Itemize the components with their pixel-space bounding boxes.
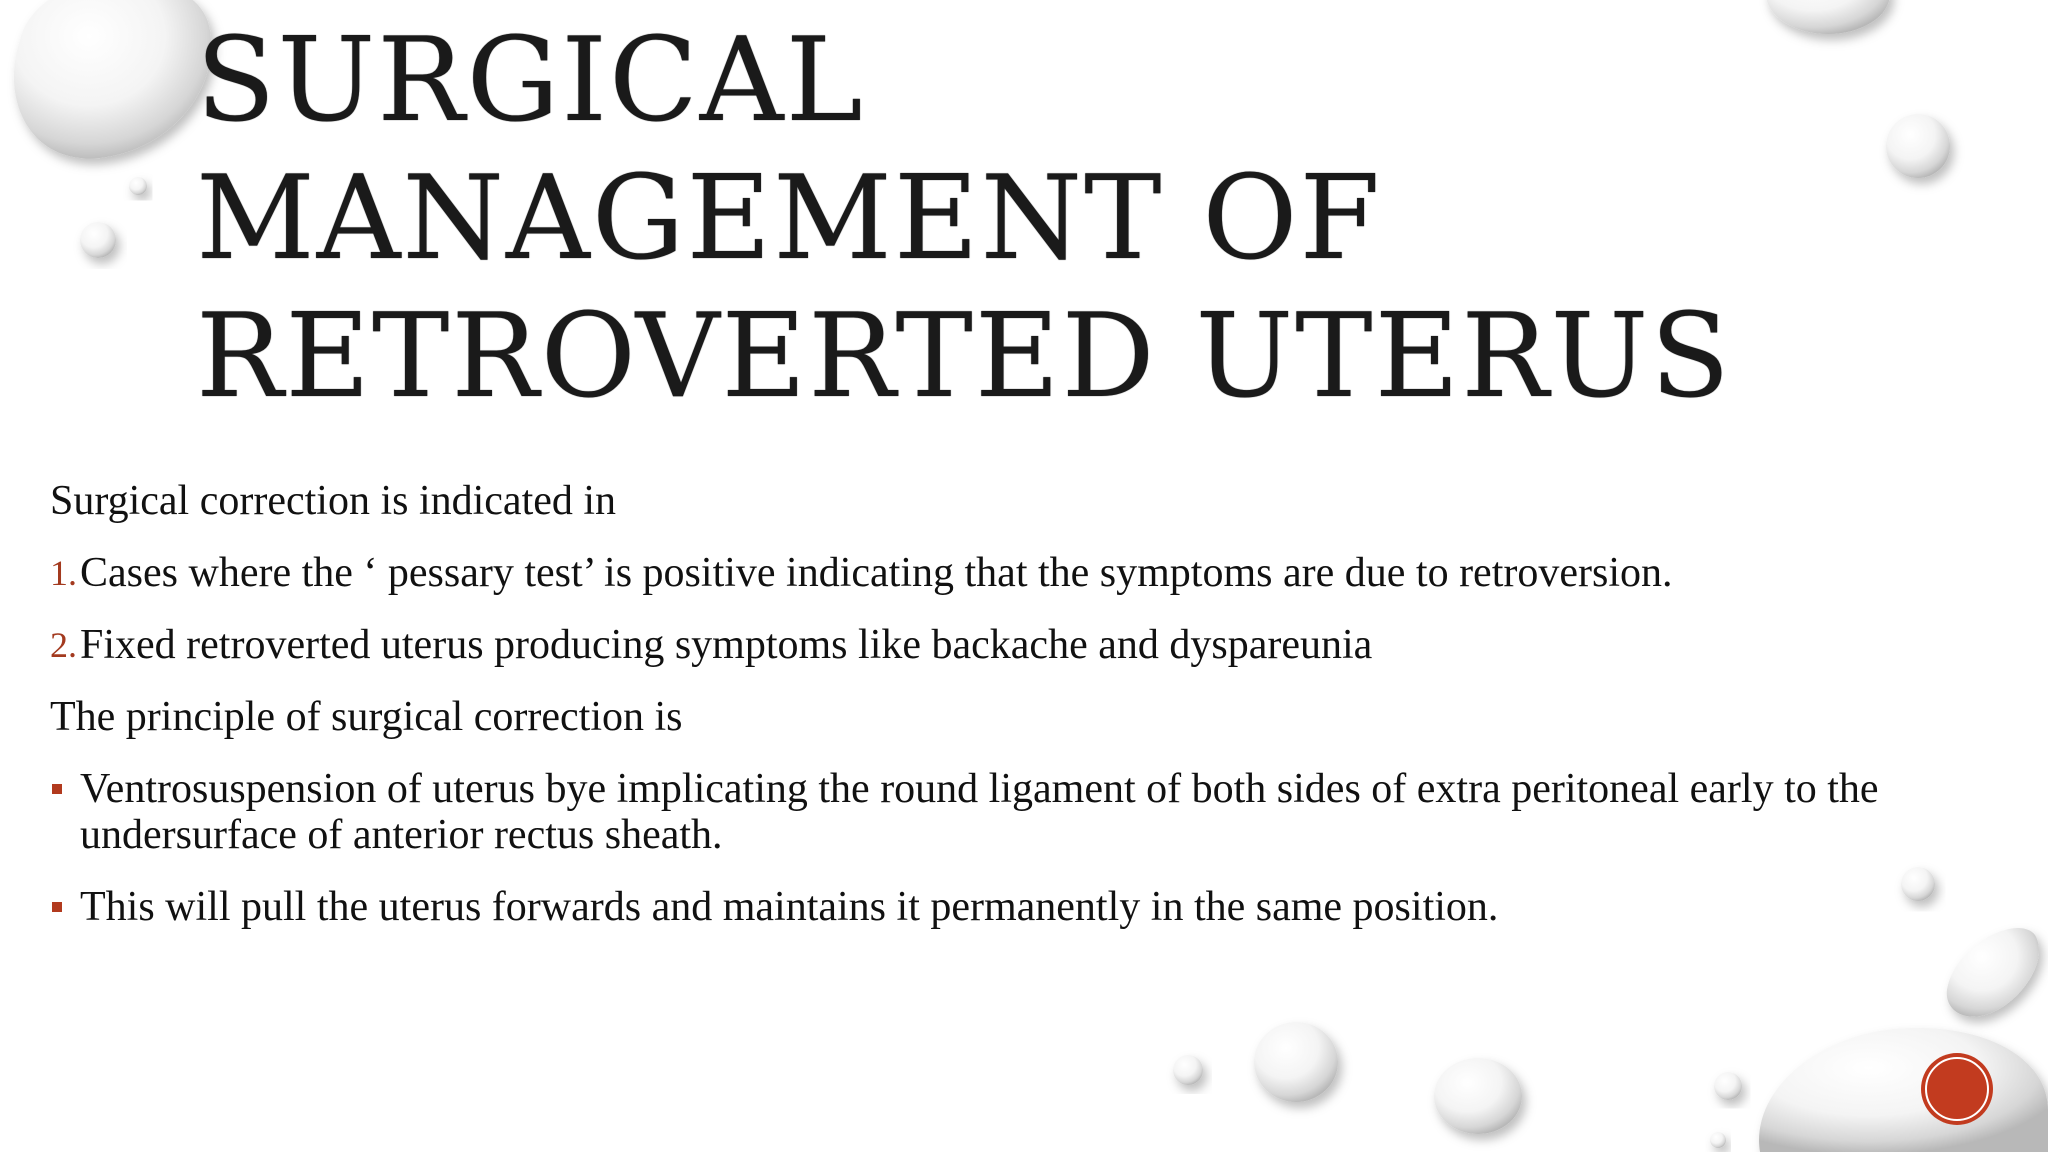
principle-text: This will pull the uterus forwards and maintains it permanently in the same position.: [80, 884, 1499, 930]
principle-item: [50, 884, 1980, 930]
slide-body: [50, 478, 1980, 956]
principle-text: Ventrosuspension of uterus bye implicating the round ligament of both sides of extra peritoneal early to the undersurface of anterior rectus sheath.: [80, 766, 1879, 858]
list-number: 2.: [50, 625, 77, 665]
title-line: MANAGEMENT OF: [196, 151, 1382, 286]
indication-text: Cases where the ‘ pessary test’ is positive indicating that the symptoms are due to retroversion.: [80, 550, 1673, 596]
principle-item: [50, 766, 1980, 858]
square-bullet-icon: [52, 784, 62, 794]
indication-text: Fixed retroverted uterus producing symptoms like backache and dyspareunia: [80, 622, 1373, 668]
principle-heading: The principle of surgical correction is: [50, 694, 683, 740]
square-bullet-icon: [52, 902, 62, 912]
indication-item: [50, 622, 1980, 668]
indication-item: [50, 550, 1980, 596]
title-line: RETROVERTED UTERUS: [196, 289, 1732, 424]
list-number: 1.: [50, 553, 77, 593]
slide-title: [196, 12, 1896, 426]
intro-text: Surgical correction is indicated in: [50, 478, 617, 524]
page-corner-dot-icon: [1918, 1050, 1996, 1128]
title-line: SURGICAL: [196, 13, 865, 148]
